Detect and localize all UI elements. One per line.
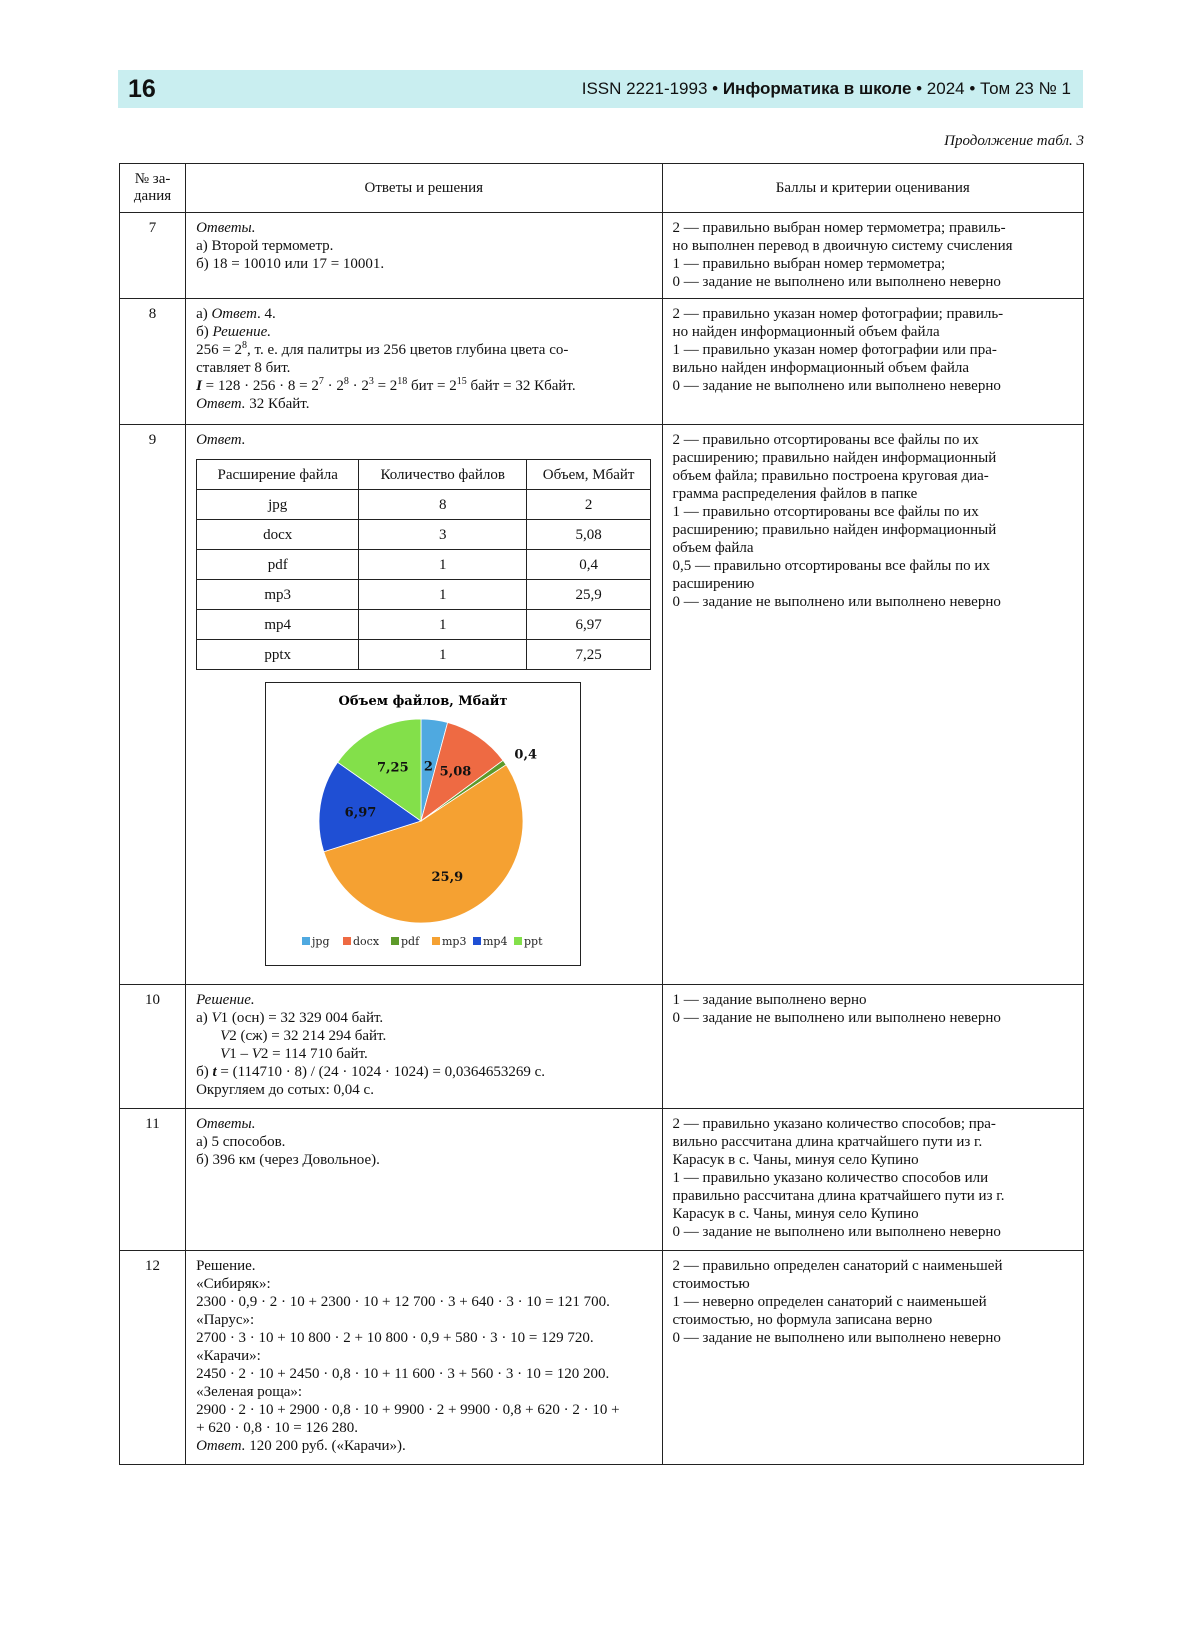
- criteria-cell: [662, 985, 1083, 1109]
- criteria-line: вильно найден информационный объем файла: [672, 360, 970, 376]
- answer-line: Округляем до сотых: 0,04 с.: [196, 1082, 374, 1098]
- answer-cell: [186, 425, 662, 985]
- criteria-line: 1 — задание выполнено верно: [672, 992, 867, 1008]
- criteria-line: правильно рассчитана длина кратчайшего пути из г.: [672, 1188, 1005, 1204]
- criteria-cell: [662, 213, 1083, 299]
- chart-title: Объем файлов, Мбайт: [338, 694, 508, 709]
- answer-line: [196, 305, 651, 323]
- answer-text: . 4.: [256, 306, 276, 322]
- criteria-cell: [662, 425, 1083, 985]
- criteria-line: 2 — правильно выбран номер термометра; правиль-: [672, 220, 1006, 236]
- answer-line: 2300 · 0,9 · 2 · 10 + 2300 · 10 + 12 700 · 3 + 640 · 3 · 10 = 121 700.: [196, 1294, 610, 1310]
- pie-data-label: 7,25: [377, 760, 409, 776]
- table-row: [120, 213, 1084, 299]
- files-cell: 25,9: [527, 580, 651, 610]
- journal-prefix: ISSN 2221-1993 •: [581, 79, 723, 98]
- answer-line: [196, 1437, 651, 1455]
- answer-text: 256 = 2: [196, 342, 243, 358]
- answer-text: 2 = 114 710 байт.: [260, 1046, 368, 1062]
- files-cell: 3: [359, 520, 527, 550]
- variable: V: [211, 1010, 221, 1026]
- files-cell: 6,97: [527, 610, 651, 640]
- answer-line: б) 396 км (через Довольное).: [196, 1152, 380, 1168]
- legend-label: docx: [353, 935, 380, 948]
- files-cell: 7,25: [527, 640, 651, 670]
- answer-cell: [186, 1251, 662, 1465]
- exponent: 8: [343, 376, 349, 387]
- files-table-row: [197, 490, 651, 520]
- legend-swatch: [473, 937, 481, 945]
- criteria-line: вильно рассчитана длина кратчайшего пути из г.: [672, 1134, 983, 1150]
- answer-line: + 620 · 0,8 · 10 = 126 280.: [196, 1420, 358, 1436]
- legend-label: mp3: [442, 935, 467, 948]
- header-bar: [118, 70, 1083, 108]
- exponent: 18: [397, 376, 408, 387]
- task-number: 7: [120, 213, 186, 299]
- files-table-row: [197, 580, 651, 610]
- legend-swatch: [343, 937, 351, 945]
- table-row: [120, 1251, 1084, 1465]
- criteria-line: 1 — правильно указано количество способов или: [672, 1170, 989, 1186]
- files-cell: 0,4: [527, 550, 651, 580]
- answer-label: Ответ.: [196, 432, 246, 448]
- answer-line: «Парус»:: [196, 1312, 255, 1328]
- files-cell: 1: [359, 550, 527, 580]
- table-continuation-note: Продолжение табл. 3: [944, 133, 1084, 149]
- answers-table: [119, 163, 1084, 1465]
- answer-text: байт = 32 Кбайт.: [466, 378, 576, 394]
- files-cell: 1: [359, 640, 527, 670]
- answer-line: 2450 · 2 · 10 + 2450 · 0,8 · 10 + 11 600 · 3 + 560 · 3 · 10 = 120 200.: [196, 1366, 610, 1382]
- answer-line: Решение.: [196, 1258, 256, 1274]
- answer-line: ставляет 8 бит.: [196, 360, 291, 376]
- answer-text: а): [196, 306, 212, 322]
- answer-line: [196, 341, 651, 359]
- criteria-line: 0 — задание не выполнено или выполнено неверно: [672, 1010, 1001, 1026]
- criteria-line: 0 — задание не выполнено или выполнено неверно: [672, 274, 1001, 290]
- pie-chart-svg: [266, 683, 580, 965]
- variable: V: [220, 1046, 230, 1062]
- answer-line: «Карачи»:: [196, 1348, 261, 1364]
- criteria-line: 0 — задание не выполнено или выполнено неверно: [672, 594, 1001, 610]
- pie-data-label: 0,4: [514, 747, 538, 763]
- files-table-header: [197, 460, 651, 490]
- header-criteria: Баллы и критерии оценивания: [662, 164, 1083, 213]
- legend-label: ppt: [524, 935, 543, 948]
- criteria-cell: [662, 1109, 1083, 1251]
- pie-data-label: 2: [423, 759, 433, 775]
- legend-swatch: [391, 937, 399, 945]
- answer-text: = 128 · 256 · 8 = 2: [201, 378, 319, 394]
- answer-line: [196, 1045, 651, 1063]
- criteria-line: 2 — правильно указано количество способов; пра-: [672, 1116, 996, 1132]
- answer-line: «Зеленая роща»:: [196, 1384, 303, 1400]
- solution-label: Решение.: [196, 992, 255, 1008]
- criteria-cell: [662, 1251, 1083, 1465]
- answer-line: а) Второй термометр.: [196, 238, 334, 254]
- answer-text: 120 200 руб. («Карачи»).: [245, 1438, 406, 1454]
- criteria-line: 0 — задание не выполнено или выполнено неверно: [672, 1330, 1001, 1346]
- files-cell: pptx: [197, 640, 359, 670]
- exponent: 8: [242, 340, 248, 351]
- answer-text: 1 –: [229, 1046, 252, 1062]
- criteria-line: 2 — правильно указан номер фотографии; правиль-: [672, 306, 1004, 322]
- criteria-line: Карасук в с. Чаны, минуя село Купино: [672, 1152, 919, 1168]
- answer-line: [196, 1063, 651, 1081]
- files-cell: 1: [359, 610, 527, 640]
- answer-line: 2900 · 2 · 10 + 2900 · 0,8 · 10 + 9900 · 2 + 9900 · 0,8 + 620 · 2 · 10 +: [196, 1402, 620, 1418]
- files-cell: pdf: [197, 550, 359, 580]
- answer-text: · 2: [348, 378, 369, 394]
- answer-cell: [186, 299, 662, 425]
- task-number: 12: [120, 1251, 186, 1465]
- files-table-row: [197, 610, 651, 640]
- criteria-line: но найден информационный объем файла: [672, 324, 940, 340]
- files-cell: 8: [359, 490, 527, 520]
- files-header-cell: Количество файлов: [359, 460, 527, 490]
- answer-text: а): [196, 1010, 212, 1026]
- answer-line: [196, 1009, 651, 1027]
- pie-data-label: 6,97: [344, 805, 377, 821]
- variable: V: [251, 1046, 261, 1062]
- answer-text: бит = 2: [407, 378, 457, 394]
- table-row: [120, 985, 1084, 1109]
- table-row: [120, 425, 1084, 985]
- files-table-row: [197, 640, 651, 670]
- files-header-cell: Объем, Мбайт: [527, 460, 651, 490]
- criteria-line: 0 — задание не выполнено или выполнено неверно: [672, 378, 1001, 394]
- criteria-line: 1 — неверно определен санаторий с наименьшей: [672, 1294, 987, 1310]
- files-header-cell: Расширение файла: [197, 460, 359, 490]
- answer-text: = (114710 · 8) / (24 · 1024 · 1024) = 0,0364653269 с.: [216, 1064, 546, 1080]
- files-table: [196, 459, 651, 670]
- answer-label: Ответ: [211, 306, 257, 322]
- answer-text: 1 (осн) = 32 329 004 байт.: [220, 1010, 384, 1026]
- task-number: 11: [120, 1109, 186, 1251]
- criteria-line: 0 — задание не выполнено или выполнено неверно: [672, 1224, 1001, 1240]
- header-task-number: № за- дания: [120, 164, 186, 213]
- exponent: 15: [456, 376, 467, 387]
- answer-cell: [186, 1109, 662, 1251]
- legend-label: mp4: [483, 935, 508, 948]
- files-table-row: [197, 520, 651, 550]
- criteria-line: объем файла; правильно построена круговая диа-: [672, 468, 989, 484]
- answer-text: · 2: [323, 378, 344, 394]
- criteria-line: расширению; правильно найден информационный: [672, 450, 997, 466]
- answer-text: = 2: [373, 378, 398, 394]
- criteria-line: 1 — правильно выбран номер термометра;: [672, 256, 946, 272]
- solution-label: Решение.: [212, 324, 272, 340]
- journal-suffix: • 2024 • Том 23 № 1: [911, 79, 1071, 98]
- criteria-line: 1 — правильно указан номер фотографии или пра-: [672, 342, 997, 358]
- journal-name: Информатика в школе: [722, 79, 912, 98]
- answer-text: б): [196, 1064, 213, 1080]
- pie-chart: [265, 682, 581, 966]
- table-row: [120, 299, 1084, 425]
- criteria-line: но выполнен перевод в двоичную систему счисления: [672, 238, 1013, 254]
- legend-label: jpg: [312, 935, 330, 948]
- criteria-line: грамма распределения файлов в папке: [672, 486, 918, 502]
- variable: V: [220, 1028, 230, 1044]
- exponent: 3: [368, 376, 374, 387]
- criteria-line: 0,5 — правильно отсортированы все файлы по их: [672, 558, 990, 574]
- pie-data-label: 25,9: [431, 870, 464, 886]
- legend-label: pdf: [401, 935, 420, 948]
- answer-text: б): [196, 324, 213, 340]
- answer-line: [196, 377, 651, 395]
- task-number: 10: [120, 985, 186, 1109]
- answer-cell: [186, 985, 662, 1109]
- answer-line: [196, 1027, 651, 1045]
- answer-cell: [186, 213, 662, 299]
- files-cell: docx: [197, 520, 359, 550]
- answer-label: Ответ.: [196, 396, 246, 412]
- criteria-line: расширению: [672, 576, 755, 592]
- answer-text: 32 Кбайт.: [245, 396, 310, 412]
- variable: I: [196, 378, 202, 394]
- criteria-line: расширению; правильно найден информационный: [672, 522, 997, 538]
- criteria-cell: [662, 299, 1083, 425]
- table-header-row: [120, 164, 1084, 213]
- page-number: 16: [128, 74, 156, 103]
- criteria-line: 2 — правильно определен санаторий с наименьшей: [672, 1258, 1003, 1274]
- answer-line: 2700 · 3 · 10 + 10 800 · 2 + 10 800 · 0,9 + 580 · 3 · 10 = 129 720.: [196, 1330, 594, 1346]
- criteria-line: объем файла: [672, 540, 754, 556]
- answer-line: [196, 395, 651, 413]
- files-cell: 2: [527, 490, 651, 520]
- files-cell: jpg: [197, 490, 359, 520]
- legend-swatch: [302, 937, 310, 945]
- files-cell: mp3: [197, 580, 359, 610]
- answer-line: Ответы.: [196, 220, 256, 236]
- exponent: 7: [318, 376, 324, 387]
- journal-info: [582, 79, 1083, 99]
- answer-label: Ответы.: [196, 1116, 256, 1132]
- legend-swatch: [514, 937, 522, 945]
- answer-line: б) 18 = 10010 или 17 = 10001.: [196, 256, 385, 272]
- answer-line: [196, 323, 651, 341]
- criteria-line: Карасук в с. Чаны, минуя село Купино: [672, 1206, 919, 1222]
- criteria-line: 1 — правильно отсортированы все файлы по их: [672, 504, 979, 520]
- files-cell: 5,08: [527, 520, 651, 550]
- files-table-row: [197, 550, 651, 580]
- answer-text: 2 (сж) = 32 214 294 байт.: [229, 1028, 387, 1044]
- answer-label: Ответ.: [196, 1438, 246, 1454]
- table-row: [120, 1109, 1084, 1251]
- task-number: 9: [120, 425, 186, 985]
- answer-text: , т. е. для палитры из 256 цветов глубина цвета со-: [247, 342, 569, 358]
- header-answers: Ответы и решения: [186, 164, 662, 213]
- criteria-line: стоимостью, но формула записана верно: [672, 1312, 933, 1328]
- criteria-line: стоимостью: [672, 1276, 750, 1292]
- pie-data-label: 5,08: [439, 764, 472, 780]
- variable: t: [212, 1064, 217, 1080]
- answer-line: а) 5 способов.: [196, 1134, 286, 1150]
- criteria-line: 2 — правильно отсортированы все файлы по их: [672, 432, 979, 448]
- legend-swatch: [432, 937, 440, 945]
- task-number: 8: [120, 299, 186, 425]
- files-cell: mp4: [197, 610, 359, 640]
- files-cell: 1: [359, 580, 527, 610]
- answer-line: «Сибиряк»:: [196, 1276, 271, 1292]
